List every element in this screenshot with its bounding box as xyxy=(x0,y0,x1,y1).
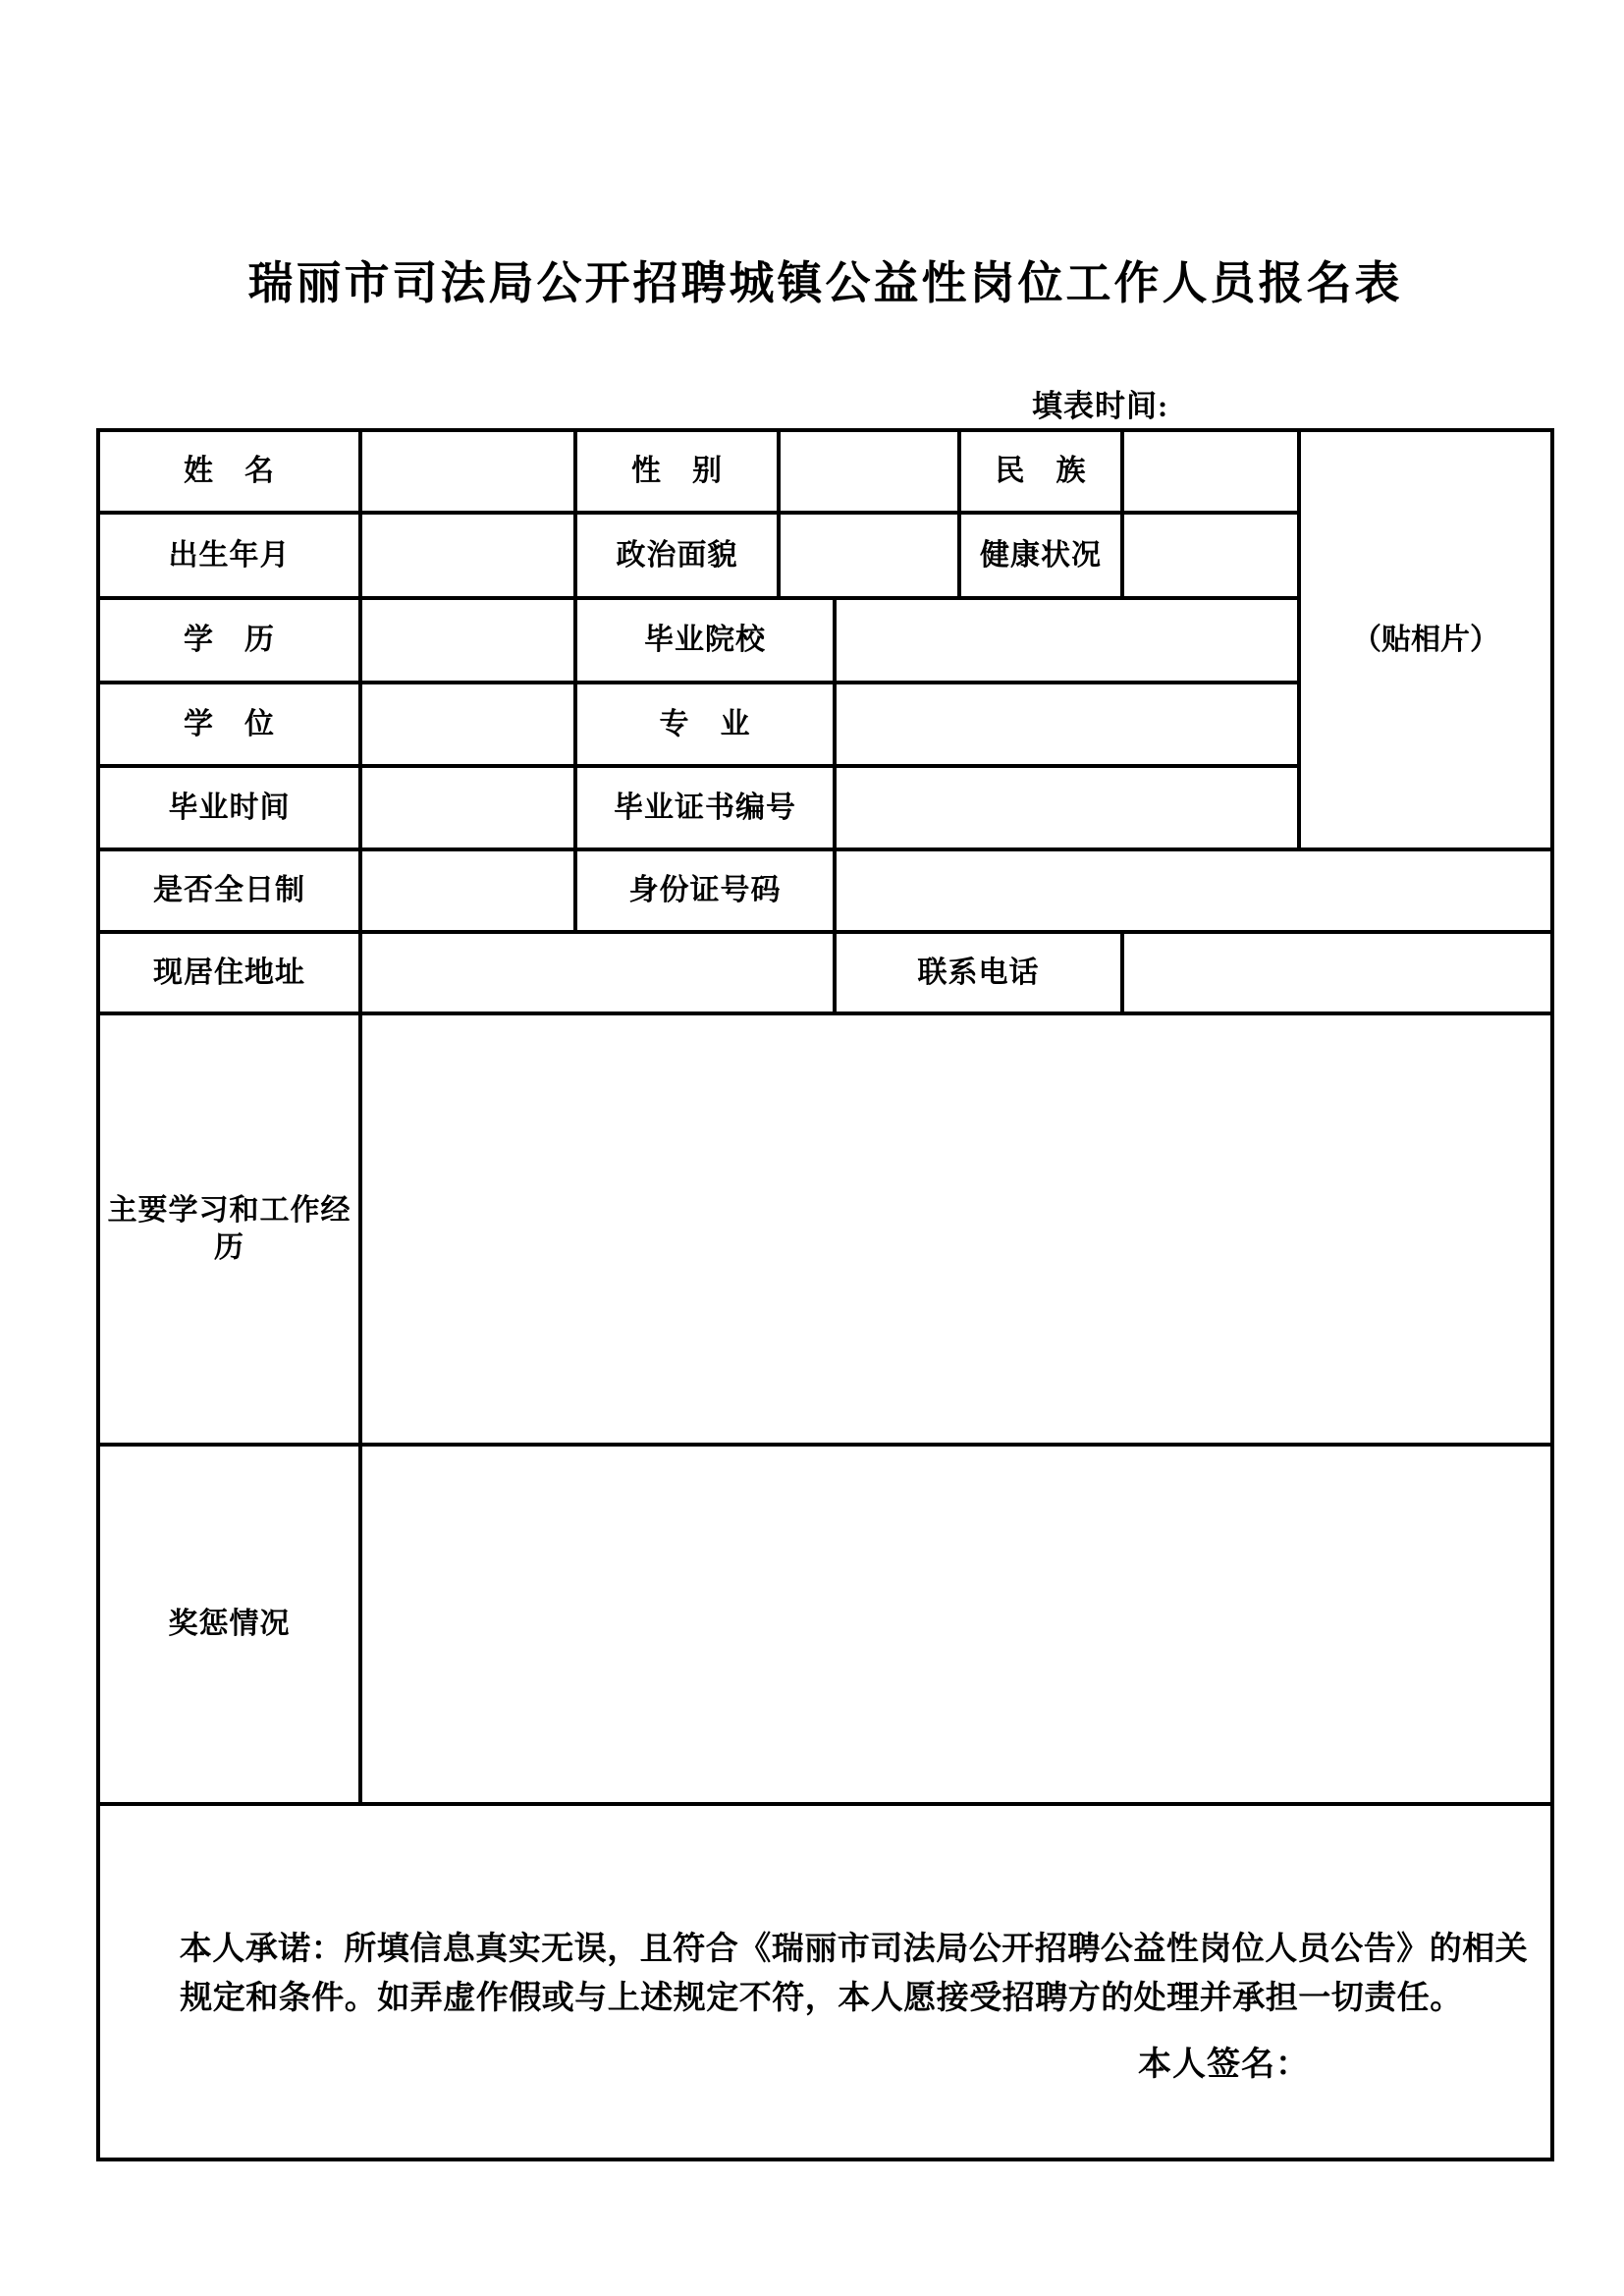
birth-date-value-cell xyxy=(360,513,575,598)
fulltime-value-cell xyxy=(360,849,575,932)
id-number-label: 身份证号码 xyxy=(575,849,835,932)
major-label: 专 业 xyxy=(575,683,835,766)
diploma-number-label: 毕业证书编号 xyxy=(575,766,835,849)
graduate-school-label: 毕业院校 xyxy=(575,598,835,683)
major-value-cell xyxy=(835,683,1299,766)
fill-time-label: 填表时间: xyxy=(1032,389,1169,423)
table-row xyxy=(98,430,1552,513)
ethnicity-value-cell xyxy=(1122,430,1299,513)
education-value-cell xyxy=(360,598,575,683)
table-row xyxy=(98,1445,1552,1804)
health-status-label: 健康状况 xyxy=(959,513,1122,598)
graduate-school-value-cell xyxy=(835,598,1299,683)
table-row xyxy=(98,1013,1552,1445)
diploma-number-value-cell xyxy=(835,766,1299,849)
education-label: 学 历 xyxy=(98,598,360,683)
table-row xyxy=(98,849,1552,932)
name-value-cell xyxy=(360,430,575,513)
application-form-table xyxy=(96,428,1554,2161)
phone-label: 联系电话 xyxy=(835,932,1122,1013)
name-label: 姓 名 xyxy=(98,430,360,513)
political-status-label: 政治面貌 xyxy=(575,513,779,598)
health-status-value-cell xyxy=(1122,513,1299,598)
declaration-text: 本人承诺：所填信息真实无误，且符合《瑞丽市司法局公开招聘公益性岗位人员公告》的相关规定和条件。如弄虚作假或与上述规定不符，本人愿接受招聘方的处理并承担一切责任。 xyxy=(179,1931,1529,2016)
rewards-punishments-value-cell xyxy=(360,1445,1552,1804)
birth-date-label: 出生年月 xyxy=(98,513,360,598)
degree-label: 学 位 xyxy=(98,683,360,766)
graduation-time-value-cell xyxy=(360,766,575,849)
photo-placeholder-cell: （贴相片） xyxy=(1299,430,1552,849)
rewards-punishments-label: 奖惩情况 xyxy=(98,1445,360,1804)
table-row xyxy=(98,932,1552,1013)
degree-value-cell xyxy=(360,683,575,766)
table-row xyxy=(98,1804,1552,2159)
declaration-cell xyxy=(98,1804,1552,2159)
address-label: 现居住地址 xyxy=(98,932,360,1013)
ethnicity-label: 民 族 xyxy=(959,430,1122,513)
fulltime-label: 是否全日制 xyxy=(98,849,360,932)
experience-value-cell xyxy=(360,1013,1552,1445)
signature-label: 本人签名： xyxy=(1138,2046,1310,2083)
id-number-value-cell xyxy=(835,849,1552,932)
gender-label: 性 别 xyxy=(575,430,779,513)
graduation-time-label: 毕业时间 xyxy=(98,766,360,849)
gender-value-cell xyxy=(779,430,959,513)
phone-value-cell xyxy=(1122,932,1552,1013)
address-value-cell xyxy=(360,932,835,1013)
experience-label: 主要学习和工作经历 xyxy=(98,1013,360,1445)
page-title: 瑞丽市司法局公开招聘城镇公益性岗位工作人员报名表 xyxy=(247,258,1403,308)
political-status-value-cell xyxy=(779,513,959,598)
